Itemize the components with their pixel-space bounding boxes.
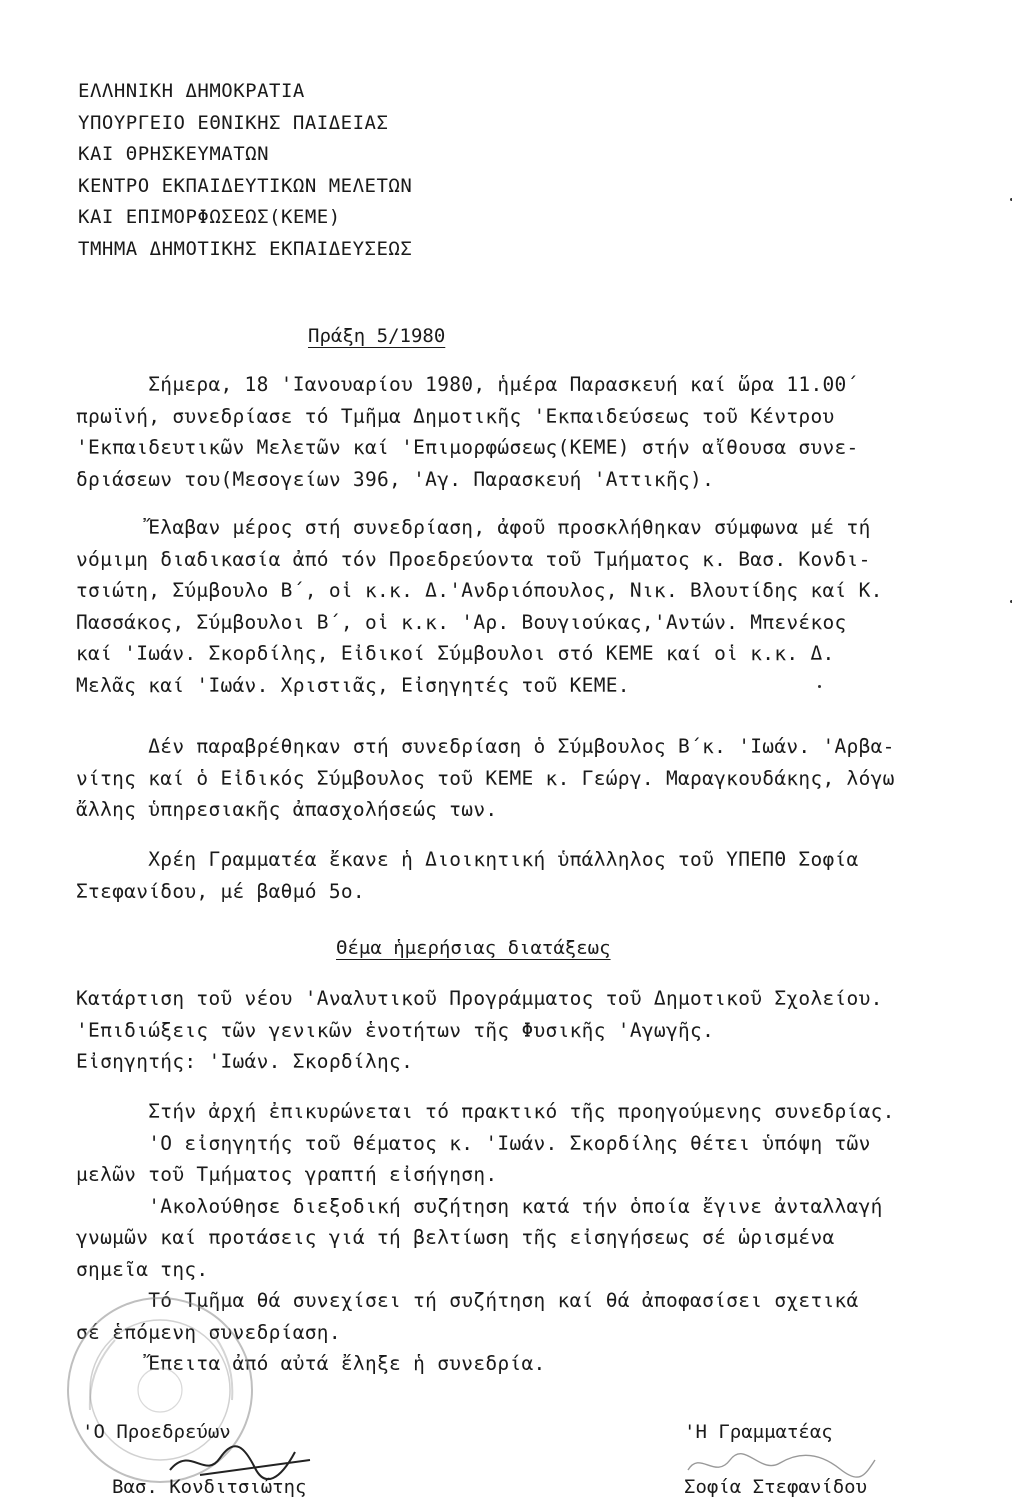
- letterhead-line: ΚΑΙ ΘΡΗΣΚΕΥΜΑΤΩΝ: [78, 143, 270, 165]
- text-line: νόμιμη διαδικασία ἀπό τόν Προεδρεύοντα τοῦ Τμήματος κ. Βασ. Κονδι-: [76, 547, 871, 571]
- text-line: ἄλλης ὑπηρεσιακῆς ἀπασχολήσεώς των.: [76, 798, 498, 821]
- chair-signature: [160, 1440, 320, 1485]
- text-line: Τό Τμῆμα θά συνεχίσει τή συζήτηση καί θά ἀποφασίσει σχετικά: [76, 1289, 859, 1312]
- text-line: Ἔλαβαν μέρος στή συνεδρίαση, ἀφοῦ προσκλήθηκαν σύμφωνα μέ τή: [76, 516, 871, 539]
- letterhead-line: ΤΜΗΜΑ ΔΗΜΟΤΙΚΗΣ ΕΚΠΑΙΔΕΥΣΕΩΣ: [78, 237, 413, 260]
- secretary-role-label: 'Η Γραμματέας: [684, 1421, 833, 1443]
- text-line: Μελᾶς καί 'Ιωάν. Χριστιᾶς, Εἰσηγητές τοῦ ΚΕΜΕ.: [76, 673, 630, 697]
- text-line: 'Ο εἰσηγητής τοῦ θέματος κ. 'Ιωάν. Σκορδίλης θέτει ὑπόψη τῶν: [76, 1131, 871, 1155]
- letterhead: [78, 76, 412, 265]
- paragraph-secretary: [76, 844, 986, 907]
- text-line: Εἰσηγητής: 'Ιωάν. Σκορδίλης.: [76, 1050, 414, 1073]
- text-line: σημεῖα της.: [76, 1257, 209, 1281]
- scan-speck: [818, 685, 821, 688]
- paragraph-agenda-item: [76, 983, 986, 1078]
- text-line: νίτης καί ὁ Εἰδικός Σύμβουλος τοῦ ΚΕΜΕ κ. Γεώργ. Μαραγκουδάκης, λόγω: [76, 766, 895, 790]
- letterhead-line: ΥΠΟΥΡΓΕΙΟ ΕΘΝΙΚΗΣ ΠΑΙΔΕΙΑΣ: [78, 111, 389, 134]
- text-line: δριάσεων του(Μεσογείων 396, 'Αγ. Παρασκευή 'Αττικῆς).: [76, 467, 715, 491]
- text-line: Στήν ἀρχή ἐπικυρώνεται τό πρακτικό τῆς προηγούμενης συνεδρίας.: [76, 1100, 895, 1123]
- letterhead-line: ΚΑΙ ΕΠΙΜΟΡΦΩΣΕΩΣ(ΚΕΜΕ): [78, 206, 341, 228]
- secretary-name: Σοφία Στεφανίδου: [684, 1476, 868, 1498]
- secretary-signature: [680, 1445, 880, 1485]
- text-line: 'Ακολούθησε διεξοδική συζήτηση κατά τήν ὁποία ἔγινε ἀνταλλαγή: [76, 1194, 883, 1218]
- text-line: Στεφανίδου, μέ βαθμό 5ο.: [76, 879, 365, 903]
- text-line: Δέν παραβρέθηκαν στή συνεδρίαση ὁ Σύμβουλος Β΄κ. 'Ιωάν. 'Αρβα-: [76, 735, 895, 758]
- text-line: Κατάρτιση τοῦ νέου 'Αναλυτικοῦ Προγράμματος τοῦ Δημοτικοῦ Σχολείου.: [76, 987, 883, 1010]
- chair-name: Βασ. Κονδιτσιώτης: [112, 1476, 307, 1498]
- text-line: σέ ἑπόμενη συνεδρίαση.: [76, 1320, 341, 1344]
- text-line: γνωμῶν καί προτάσεις γιά τή βελτίωση τῆς εἰσηγήσεως σέ ὡρισμένα: [76, 1226, 835, 1249]
- text-line: 'Εκπαιδευτικῶν Μελετῶν καί 'Επιμορφώσεως(ΚΕΜΕ) στήν αἴθουσα συνε-: [76, 436, 859, 459]
- text-line: Ἔπειτα ἀπό αὐτά ἔληξε ἡ συνεδρία.: [76, 1352, 546, 1375]
- letterhead-line: ΚΕΝΤΡΟ ΕΚΠΑΙΔΕΥΤΙΚΩΝ ΜΕΛΕΤΩΝ: [78, 174, 413, 197]
- letterhead-line: ΕΛΛΗΝΙΚΗ ΔΗΜΟΚΡΑΤΙΑ: [78, 80, 305, 102]
- paragraph-participants: [76, 512, 986, 701]
- paragraph-absentees: [76, 731, 986, 826]
- text-line: Χρέη Γραμματέα ἔκανε ἡ Διοικητική ὑπάλληλος τοῦ ΥΠΕΠΘ Σοφία: [76, 848, 859, 871]
- chair-role-label: 'Ο Προεδρεύων: [82, 1421, 231, 1443]
- text-line: καί 'Ιωάν. Σκορδίλης, Εἰδικοί Σύμβουλοι στό ΚΕΜΕ καί οἱ κ.κ. Δ.: [76, 642, 835, 665]
- document-title: Πράξη 5/1980: [308, 325, 446, 347]
- text-line: μελῶν τοῦ Τμήματος γραπτή εἰσήγηση.: [76, 1163, 498, 1186]
- agenda-title: Θέμα ἡμερήσιας διατάξεως: [336, 937, 611, 959]
- text-line: Σήμερα, 18 'Ιανουαρίου 1980, ἡμέρα Παρασκευή καί ὥρα 11.00΄: [76, 373, 859, 396]
- text-line: Πασσάκος, Σύμβουλοι Β΄, οἱ κ.κ. 'Αρ. Βουγιούκας,'Αντών. Μπενέκος: [76, 610, 847, 634]
- text-line: πρωϊνή, συνεδρίασε τό Τμῆμα Δημοτικῆς 'Εκπαιδεύσεως τοῦ Κέντρου: [76, 404, 835, 428]
- paragraph-meeting-opening: [76, 369, 986, 495]
- text-line: τσιώτη, Σύμβουλο Β΄, οἱ κ.κ. Δ.'Ανδριόπουλος, Νικ. Βλουτίδης καί Κ.: [76, 579, 883, 602]
- text-line: 'Επιδιώξεις τῶν γενικῶν ἑνοτήτων τῆς Φυσικῆς 'Αγωγῆς.: [76, 1018, 715, 1042]
